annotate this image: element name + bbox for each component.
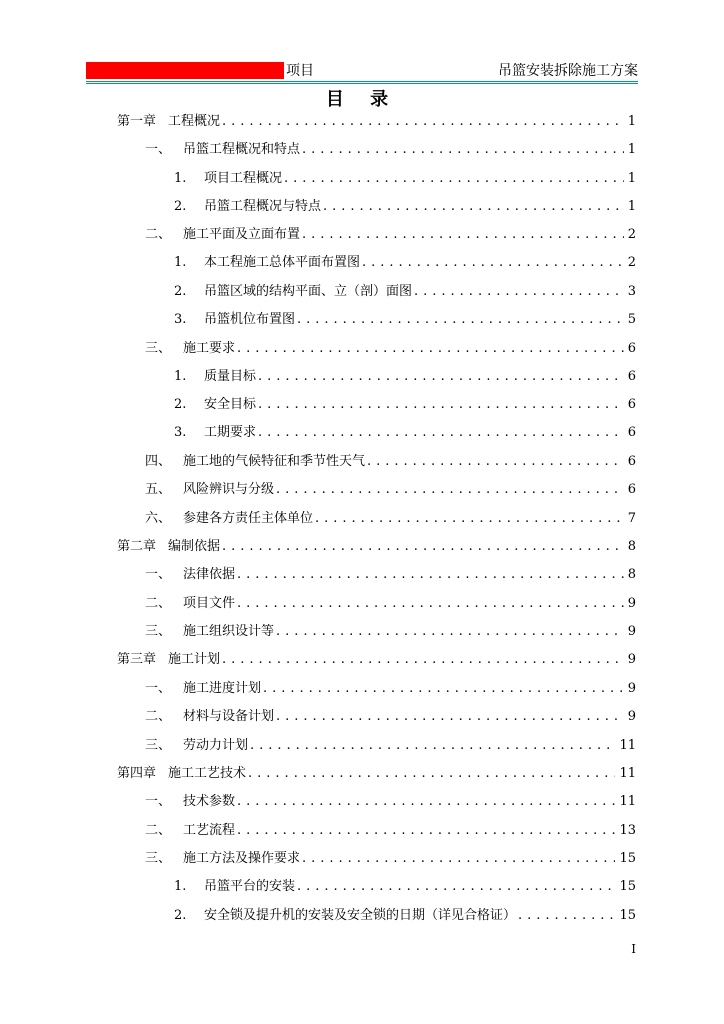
toc-entry-text: 材料与设备计划: [183, 709, 275, 724]
toc-entry-text: 劳动力计划: [183, 738, 249, 753]
header-document-title: 吊篮安装拆除施工方案: [498, 63, 638, 79]
toc-entry-number: 2.: [174, 397, 187, 412]
toc-entry-section[interactable]: [145, 679, 636, 699]
toc-entry-number: 2.: [174, 199, 187, 214]
toc-leader-dots: [237, 594, 624, 614]
toc-entry-number: 1.: [174, 171, 187, 186]
toc-entry-chapter[interactable]: [117, 112, 636, 132]
toc-entry-text: 技术参数: [183, 794, 236, 809]
toc-entry-text: 吊篮工程概况和特点: [183, 142, 301, 157]
toc-entry-chapter[interactable]: [117, 537, 636, 557]
toc-entry-subsection[interactable]: [174, 395, 636, 415]
toc-entry-text: 施工平面及立面布置: [183, 227, 301, 242]
toc-entry-number: 第二章: [117, 539, 157, 554]
toc-entry-section[interactable]: [145, 821, 636, 841]
toc-entry-page: 9: [627, 709, 636, 724]
toc-entry-number: 1.: [174, 369, 187, 384]
toc-entry-number: 3.: [174, 312, 187, 327]
toc-entry-number: 一、: [145, 681, 172, 696]
toc-entry-page: 8: [627, 539, 636, 554]
toc-entry-page: 15: [619, 851, 636, 866]
toc-entry-text: 施工方法及操作要求: [183, 851, 301, 866]
toc-leader-dots: [297, 310, 624, 330]
toc-entry-page: 6: [627, 482, 636, 497]
toc-leader-dots: [237, 821, 615, 841]
toc-entry-number: 一、: [145, 142, 172, 157]
toc-entry-page: 3: [627, 284, 636, 299]
toc-leader-dots: [248, 764, 615, 784]
toc-entry-number: 一、: [145, 794, 172, 809]
toc-entry-section[interactable]: [145, 594, 636, 614]
toc-entry-number: 二、: [145, 823, 172, 838]
toc-entry-text: 施工工艺技术: [168, 766, 247, 781]
toc-entry-number: 五、: [145, 482, 172, 497]
toc-entry-number: 2.: [174, 908, 187, 923]
toc-leader-dots: [258, 367, 624, 387]
toc-leader-dots: [237, 565, 624, 585]
toc-entry-text: 施工进度计划: [183, 681, 262, 696]
toc-entry-text: 吊篮机位布置图: [204, 312, 296, 327]
toc-entry-page: 6: [627, 397, 636, 412]
toc-entry-subsection[interactable]: [174, 877, 636, 897]
toc-entry-text: 工艺流程: [183, 823, 236, 838]
toc-title: 目 录: [325, 89, 399, 110]
toc-leader-dots: [414, 282, 624, 302]
toc-entry-subsection[interactable]: [174, 253, 636, 273]
toc-entry-number: 3.: [174, 425, 187, 440]
toc-entry-page: 9: [627, 596, 636, 611]
toc-entry-page: 9: [627, 624, 636, 639]
toc-leader-dots: [367, 452, 624, 472]
toc-entry-number: 第四章: [117, 766, 157, 781]
toc-entry-text: 参建各方责任主体单位: [183, 511, 314, 526]
toc-entry-number: 1.: [174, 255, 187, 270]
toc-entry-text: 施工计划: [168, 652, 221, 667]
toc-entry-section[interactable]: [145, 849, 636, 869]
toc-entry-number: 三、: [145, 851, 172, 866]
toc-entry-text: 质量目标: [204, 369, 257, 384]
toc-leader-dots: [284, 169, 624, 189]
header-rule: [86, 81, 638, 84]
toc-leader-dots: [315, 509, 624, 529]
toc-leader-dots: [276, 707, 624, 727]
toc-entry-number: 四、: [145, 454, 172, 469]
toc-entry-section[interactable]: [145, 480, 636, 500]
toc-entry-number: 一、: [145, 567, 172, 582]
toc-entry-page: 11: [619, 766, 636, 781]
toc-entry-page: 6: [627, 454, 636, 469]
toc-entry-page: 6: [627, 425, 636, 440]
toc-leader-dots: [263, 679, 624, 699]
toc-leader-dots: [362, 253, 624, 273]
toc-entry-number: 二、: [145, 227, 172, 242]
toc-entry-number: 第一章: [117, 114, 157, 129]
toc-entry-subsection[interactable]: [174, 367, 636, 387]
toc-entry-subsection[interactable]: [174, 423, 636, 443]
toc-leader-dots: [276, 622, 624, 642]
header-project-label: 项目: [286, 63, 314, 79]
toc-entry-text: 本工程施工总体平面布置图: [204, 255, 361, 270]
toc-leader-dots: [518, 906, 615, 926]
toc-entry-section[interactable]: [145, 565, 636, 585]
toc-entry-page: 1: [627, 142, 636, 157]
toc-entry-section[interactable]: [145, 140, 636, 160]
toc-leader-dots: [237, 792, 615, 812]
toc-entry-text: 施工组织设计等: [183, 624, 275, 639]
toc-leader-dots: [222, 537, 624, 557]
toc-entry-number: 第三章: [117, 652, 157, 667]
toc-leader-dots: [258, 423, 624, 443]
toc-entry-text: 工程概况: [168, 114, 221, 129]
toc-entry-page: 1: [627, 171, 636, 186]
page-number: I: [631, 942, 636, 956]
toc-entry-section[interactable]: [145, 707, 636, 727]
toc-entry-text: 编制依据: [168, 539, 221, 554]
toc-entry-page: 6: [627, 341, 636, 356]
toc-entry-text: 安全目标: [204, 397, 257, 412]
toc-entry-text: 安全锁及提升机的安装及安全锁的日期（详见合格证）: [204, 908, 517, 923]
toc-entry-page: 7: [627, 511, 636, 526]
toc-entry-text: 吊篮区域的结构平面、立（剖）面图: [204, 284, 413, 299]
toc-entry-number: 2.: [174, 284, 187, 299]
toc-entry-text: 法律依据: [183, 567, 236, 582]
toc-entry-page: 15: [619, 879, 636, 894]
toc-leader-dots: [222, 112, 624, 132]
toc-entry-text: 吊篮平台的安装: [204, 879, 296, 894]
toc-entry-text: 施工要求: [183, 341, 236, 356]
toc-leader-dots: [302, 140, 624, 160]
toc-leader-dots: [276, 480, 624, 500]
toc-entry-page: 6: [627, 369, 636, 384]
toc-entry-section[interactable]: [145, 225, 636, 245]
toc-entry-number: 六、: [145, 511, 172, 526]
toc-entry-page: 11: [619, 738, 636, 753]
toc-leader-dots: [222, 650, 624, 670]
toc-entry-page: 13: [619, 823, 636, 838]
toc-entry-subsection[interactable]: [174, 197, 636, 217]
toc-entry-page: 2: [627, 227, 636, 242]
toc-entry-page: 2: [627, 255, 636, 270]
toc-entry-subsection[interactable]: [174, 282, 636, 302]
toc-entry-number: 三、: [145, 624, 172, 639]
toc-leader-dots: [250, 736, 615, 756]
toc-entry-section[interactable]: [145, 792, 636, 812]
toc-entry-text: 施工地的气候特征和季节性天气: [183, 454, 366, 469]
toc-entry-page: 9: [627, 681, 636, 696]
toc-leader-dots: [297, 877, 615, 897]
toc-leader-dots: [237, 339, 624, 359]
toc-entry-page: 5: [627, 312, 636, 327]
toc-entry-number: 二、: [145, 596, 172, 611]
toc-entry-text: 风险辨识与分级: [183, 482, 275, 497]
toc-entry-text: 项目文件: [183, 596, 236, 611]
toc-entry-page: 11: [619, 794, 636, 809]
toc-entry-page: 15: [619, 908, 636, 923]
toc-entry-section[interactable]: [145, 736, 636, 756]
toc-entry-number: 二、: [145, 709, 172, 724]
toc-entry-chapter[interactable]: [117, 650, 636, 670]
toc-entry-number: 1.: [174, 879, 187, 894]
toc-entry-section[interactable]: [145, 509, 636, 529]
toc-entry-text: 吊篮工程概况与特点: [204, 199, 322, 214]
toc-entry-page: 9: [627, 652, 636, 667]
toc-entry-section[interactable]: [145, 339, 636, 359]
toc-entry-subsection[interactable]: [174, 906, 636, 926]
toc-entry-section[interactable]: [145, 622, 636, 642]
toc-entry-text: 项目工程概况: [204, 171, 283, 186]
toc-entry-subsection[interactable]: [174, 169, 636, 189]
toc-entry-page: 8: [627, 567, 636, 582]
toc-leader-dots: [323, 197, 624, 217]
page-header: [86, 62, 638, 82]
toc-leader-dots: [302, 849, 615, 869]
toc-entry-chapter[interactable]: [117, 764, 636, 784]
toc-entry-page: 1: [627, 114, 636, 129]
toc-entry-number: 三、: [145, 341, 172, 356]
toc-leader-dots: [258, 395, 624, 415]
toc-entry-page: 1: [627, 199, 636, 214]
toc-leader-dots: [302, 225, 624, 245]
header-red-bar: [86, 62, 284, 79]
toc-entry-section[interactable]: [145, 452, 636, 472]
toc-entry-number: 三、: [145, 738, 172, 753]
toc-entry-text: 工期要求: [204, 425, 257, 440]
toc-entry-subsection[interactable]: [174, 310, 636, 330]
